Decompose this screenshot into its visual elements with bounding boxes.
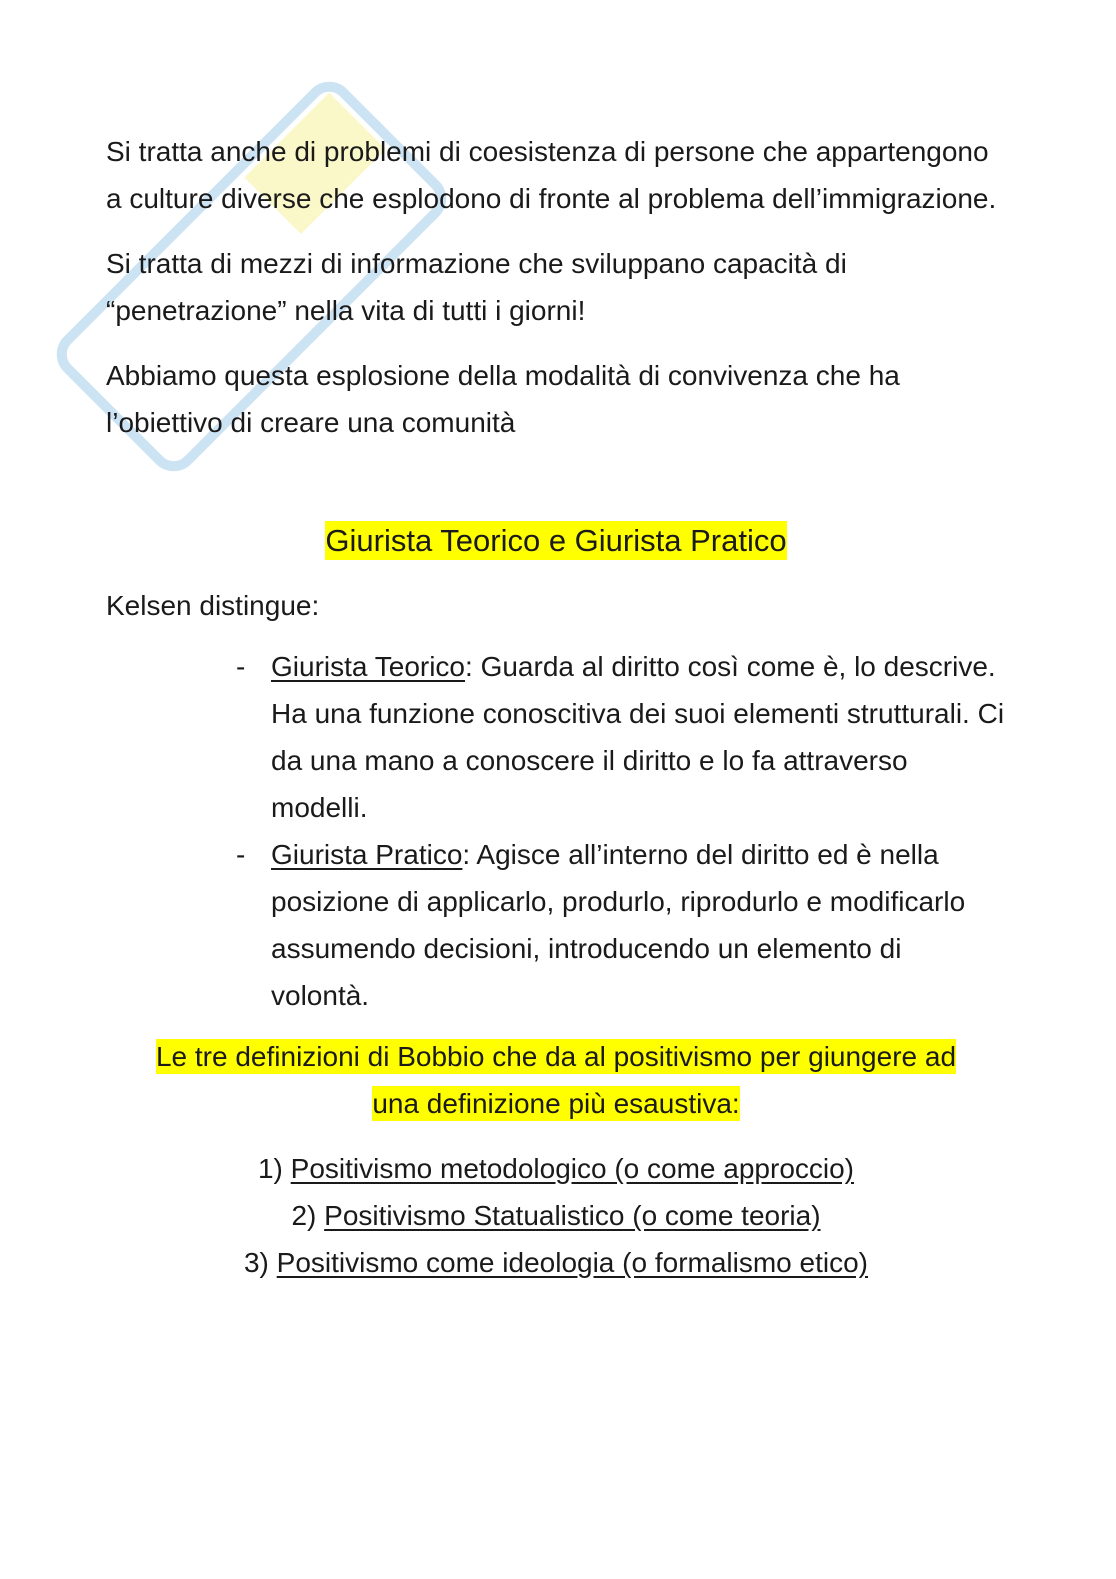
definition-item <box>106 1192 1006 1239</box>
list-item-theoretical <box>106 643 1006 831</box>
paragraph-community: Abbiamo questa esplosione della modalità di convivenza che ha l’obiettivo di creare una comunità <box>106 360 900 438</box>
jurist-list <box>106 643 1006 1019</box>
bobbio-heading-line1: Le tre definizioni di Bobbio che da al positivismo per giungere ad <box>155 1041 957 1072</box>
definition-item <box>106 1239 1006 1286</box>
definition-item <box>106 1145 1006 1192</box>
description-practical: : Agisce all’interno del diritto ed è nella posizione di applicarlo, produrlo, riprodurlo e modificarlo assumendo decisioni, introducendo un elemento di volontà. <box>271 839 966 1011</box>
definition-text: Positivismo come ideologia (o formalismo etico) <box>276 1247 868 1278</box>
term-theoretical: Giurista Teorico <box>271 651 466 682</box>
bullet-dash: - <box>236 651 246 682</box>
section-title: Giurista Teorico e Giurista Pratico <box>325 523 787 558</box>
definition-text: Positivismo Statualistico (o come teoria) <box>324 1200 821 1231</box>
bullet-dash: - <box>236 839 246 870</box>
term-practical: Giurista Pratico <box>271 839 463 870</box>
section-heading <box>106 516 1006 566</box>
paragraph-media: Si tratta di mezzi di informazione che sviluppano capacità di “penetrazione” nella vita di tutti i giorni! <box>106 248 847 326</box>
bobbio-heading <box>94 1033 1018 1127</box>
list-item-practical <box>106 831 1006 1019</box>
definition-number: 3) <box>243 1247 277 1278</box>
description-theoretical: : Guarda al diritto così come è, lo descrive. Ha una funzione conoscitiva dei suoi elementi strutturali. Ci da una mano a conoscere il diritto e lo fa attraverso modelli. <box>271 651 1005 823</box>
definition-number: 2) <box>291 1200 325 1231</box>
bobbio-heading-line2: una definizione più esaustiva: <box>372 1088 740 1119</box>
definition-number: 1) <box>257 1153 291 1184</box>
definitions-list <box>106 1145 1006 1286</box>
paragraph-coexistence: Si tratta anche di problemi di coesistenza di persone che appartengono a culture diverse che esplodono di fronte al problema dell’immigrazione. <box>106 136 997 214</box>
definition-text: Positivismo metodologico (o come approccio) <box>290 1153 855 1184</box>
document-page <box>106 128 1006 1286</box>
kelsen-intro: Kelsen distingue: <box>106 590 320 621</box>
